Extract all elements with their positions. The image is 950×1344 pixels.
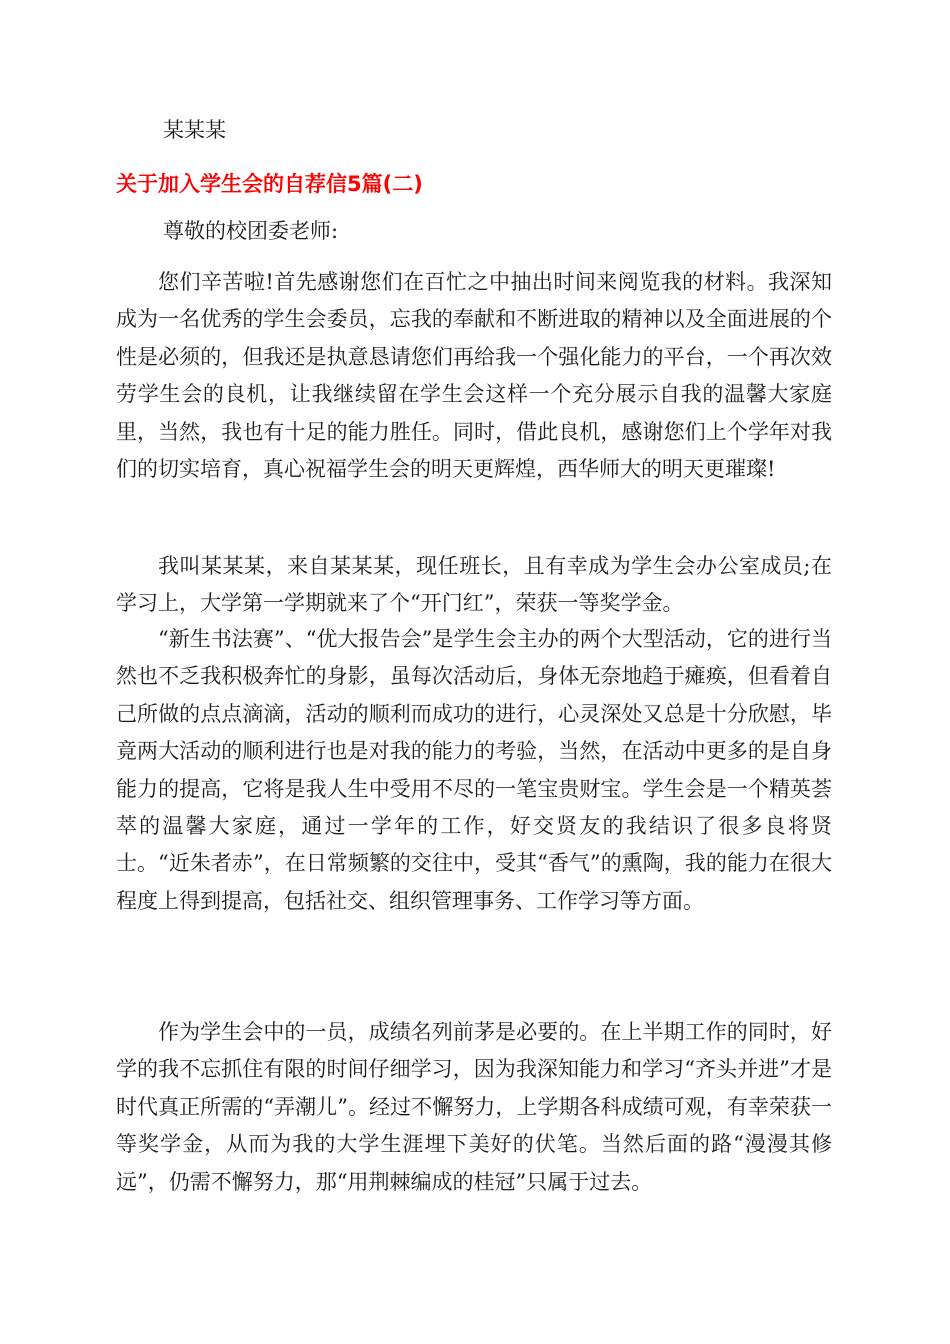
article-heading: 关于加入学生会的自荐信5篇(二) <box>116 172 423 196</box>
body-paragraph: 您们辛苦啦!首先感谢您们在百忙之中抽出时间来阅览我的材料。我深知成为一名优秀的学生会委员，忘我的奉献和不断进取的精神以及全面进展的个性是必须的，但我还是执意恳请您们再给我一个强化能力的平台，一个再次效劳学生会的良机，让我继续留在学生会这样一个充分展示自我的温馨大家庭里，当然，我也有十足的能力胜任。同时，借此良机，感谢您们上个学年对我们的切实培育，真心祝福学生会的明天更辉煌，西华师大的明天更璀璨! <box>116 270 832 482</box>
body-paragraph: 我叫某某某，来自某某某，现任班长，且有幸成为学生会办公室成员;在学习上，大学第一学期就来了个“开门红”，荣获一等奖学金。 <box>116 554 832 616</box>
body-paragraph: “新生书法赛”、“优大报告会”是学生会主办的两个大型活动，它的进行当然也不乏我积极奔忙的身影，虽每次活动后，身体无奈地趋于瘫痪，但看着自己所做的点点滴滴，活动的顺利而成功的进行，心灵深处又总是十分欣慰，毕竟两大活动的顺利进行也是对我的能力的考验，当然，在活动中更多的是自身能力的提高，它将是我人生中受用不尽的一笔宝贵财宝。学生会是一个精英荟萃的温馨大家庭，通过一学年的工作，好交贤友的我结识了很多良将贤士。“近朱者赤”，在日常频繁的交往中，受其“香气”的熏陶，我的能力在很大程度上得到提高，包括社交、组织管理事务、工作学习等方面。 <box>116 627 832 913</box>
signature-text: 某某某 <box>163 118 226 142</box>
salutation-text: 尊敬的校团委老师: <box>163 219 339 243</box>
body-paragraph: 作为学生会中的一员，成绩名列前茅是必要的。在上半期工作的同时，好学的我不忘抓住有限的时间仔细学习，因为我深知能力和学习“齐头并进”才是时代真正所需的“弄潮儿”。经过不懈努力，上学期各科成绩可观，有幸荣获一等奖学金，从而为我的大学生涯埋下美好的伏笔。当然后面的路“漫漫其修远”，仍需不懈努力，那“用荆棘编成的桂冠”只属于过去。 <box>116 1020 832 1194</box>
